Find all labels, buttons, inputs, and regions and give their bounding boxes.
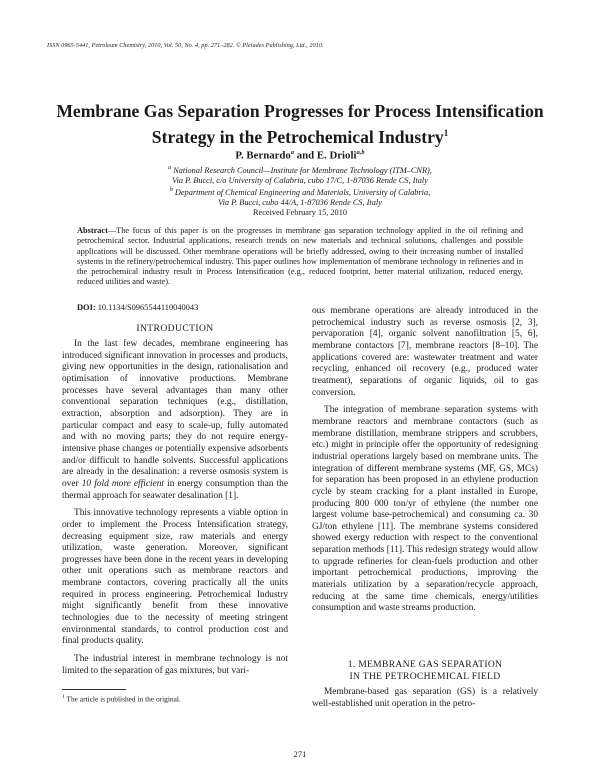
right-paragraph-3-block <box>312 687 538 710</box>
footnote-text: The article is published in the original. <box>64 694 181 704</box>
section-1-heading-line-2: IN THE PETROCHEMICAL FIELD <box>349 671 501 682</box>
authors-and: and <box>294 149 317 162</box>
abstract-label: Abstract <box>77 226 108 235</box>
affiliation-a-line-2: Via P. Bucci, c/o University of Calabria, cubo 17/C, 1-87036 Rende CS, Italy <box>172 176 428 186</box>
affiliation-b-mark: b <box>169 187 173 193</box>
abstract <box>77 226 523 288</box>
author-2: E. Drioli <box>316 149 357 162</box>
affiliation-a <box>60 163 540 187</box>
right-paragraph-3: Membrane-based gas separation (GS) is a relatively well-established unit operation in the petro- <box>312 687 538 709</box>
page-number: 271 <box>293 749 307 759</box>
doi-label: DOI: <box>77 303 96 312</box>
title-footnote-mark: 1 <box>443 128 449 138</box>
left-p1-emphasis: 10 fold more efficient <box>81 478 164 489</box>
left-p1-text-end: in energy consumption than the thermal approach for seawater desalination [1]. <box>62 478 288 501</box>
left-column <box>62 339 288 677</box>
affiliation-a-mark: a <box>168 165 172 171</box>
author-1-affil: a <box>290 149 295 156</box>
right-paragraph-1: ous membrane operations are already introduced in the petrochemical industry such as reverse osmosis [2, 3], pervaporation [4], organic solvent nanofiltration [5, 6], membrane contactors [7], membrane reactors [8–10]. The applications covered are: wastewater treatment and water recycling, enhanced oil recovery (e.g., produced water treatment), separations of organic liquids, oil to gas conversion. <box>312 306 538 398</box>
section-1-heading-line-1: 1. MEMBRANE GAS SEPARATION <box>347 659 503 670</box>
received-date: Received February 15, 2010 <box>252 208 347 217</box>
footnote-mark: 1 <box>62 694 65 700</box>
left-paragraph-3: The industrial interest in membrane technology is not limited to the separation of gas mixtures, but vari- <box>62 654 288 676</box>
title-line-2: Strategy in the Petrochemical Industry <box>151 126 444 147</box>
title-line-1: Membrane Gas Separation Progresses for Process Intensification <box>56 101 544 121</box>
left-paragraph-1 <box>62 339 288 502</box>
article-title <box>40 100 560 148</box>
authors <box>40 149 560 162</box>
footnote-rule <box>62 689 126 690</box>
journal-header: ISSN 0965-5441, Petroleum Chemistry, 2010, Vol. 50, No. 4, pp. 271–282. © Pleiades Publishing, Ltd., 2010. <box>47 42 324 49</box>
affiliation-a-line-1: National Research Council—Institute for Membrane Technology (ITM–CNR), <box>171 165 432 175</box>
introduction-heading: INTRODUCTION <box>136 323 214 334</box>
affiliation-b-line-1: Department of Chemical Engineering and Materials, University of Calabria, <box>172 187 431 197</box>
affiliation-b-line-2: Via P. Bucci, cubo 44/A, 1-87036 Rende CS, Italy <box>218 198 382 208</box>
author-1: P. Bernardo <box>235 149 291 162</box>
right-column <box>312 306 538 615</box>
affiliation-b <box>60 185 540 209</box>
right-paragraph-2: The integration of membrane separation systems with membrane reactors and membrane contactors (such as membrane distillation, membrane strippers and scrubbers, etc.) might in principle offer the opportunity of redesigning industrial operations largely based on membrane units. The integration of different membrane systems (MF, GS, MCs) for separation has been proposed in an ethylene production cycle by steam cracking for a plant installed in Europe, producing 800 000 ton/yr of ethylene (the number one largest volume base-petrochemical) and consuming ca. 30 GJ/ton ethylene [11]. The membrane systems considered showed exergy reduction with respect to the conventional separation methods [11]. This redesign strategy would allow to upgrade refineries for clean-fuels production and other important petrochemical productions, improving the materials utilization by a separation/recycle approach, reducing at the same time chemicals, energy/utilities consumption and waste streams production. <box>312 405 538 614</box>
left-p1-text: In the last few decades, membrane engineering has introduced significant innovation in processes and products, giving new opportunities in the design, rationalisation and optimisation of innovative productions. Membrane processes have several advantages than many other conventional separation techniques (e.g., distillation, extraction, absorption and adsorption). They are in particular compact and easy to scale-up, fully automated and with no moving parts; they do not require energy-intensive phase changes or potentially expensive adsorbents and/or difficult to handle solvents. Successful applications are already in the desalination: a reverse osmosis system is over <box>62 339 288 489</box>
section-1-heading <box>312 659 538 683</box>
abstract-text: —The focus of this paper is on the progresses in membrane gas separation technology applied in the oil refining and petrochemical sector. Industrial applications, research trends on new materials and technical solutions, challenges and possible applications will be discussed. Other membrane operations will be briefly addressed, owing to their increasing number of installed systems in the refinery/petrochemical industry. This paper outlines how implementation of membrane technology in refineries and in the petrochemical industry result in Process Intensification (e.g., reduced footprint, better material utilization, reduced energy, reduced utilities and waste). <box>77 226 523 287</box>
doi <box>77 303 198 312</box>
doi-value[interactable]: 10.1134/S0965544110040043 <box>95 303 199 312</box>
left-paragraph-2: This innovative technology represents a viable option in order to implement the Process Intensification strategy, decreasing equipment size, raw materials and energy utilization, waste generation. Moreover, significant progresses have been done in the recent years in developing other unit operations such as membrane reactors and membrane contactors, covering practically all the units required in process engineering. Petrochemical Industry might significantly benefit from these innovative technologies due to the necessity of meeting stringent environmental standards, to control production cost and final products quality. <box>62 508 288 647</box>
footnote <box>62 694 181 703</box>
author-2-affil: a,b <box>356 149 365 156</box>
